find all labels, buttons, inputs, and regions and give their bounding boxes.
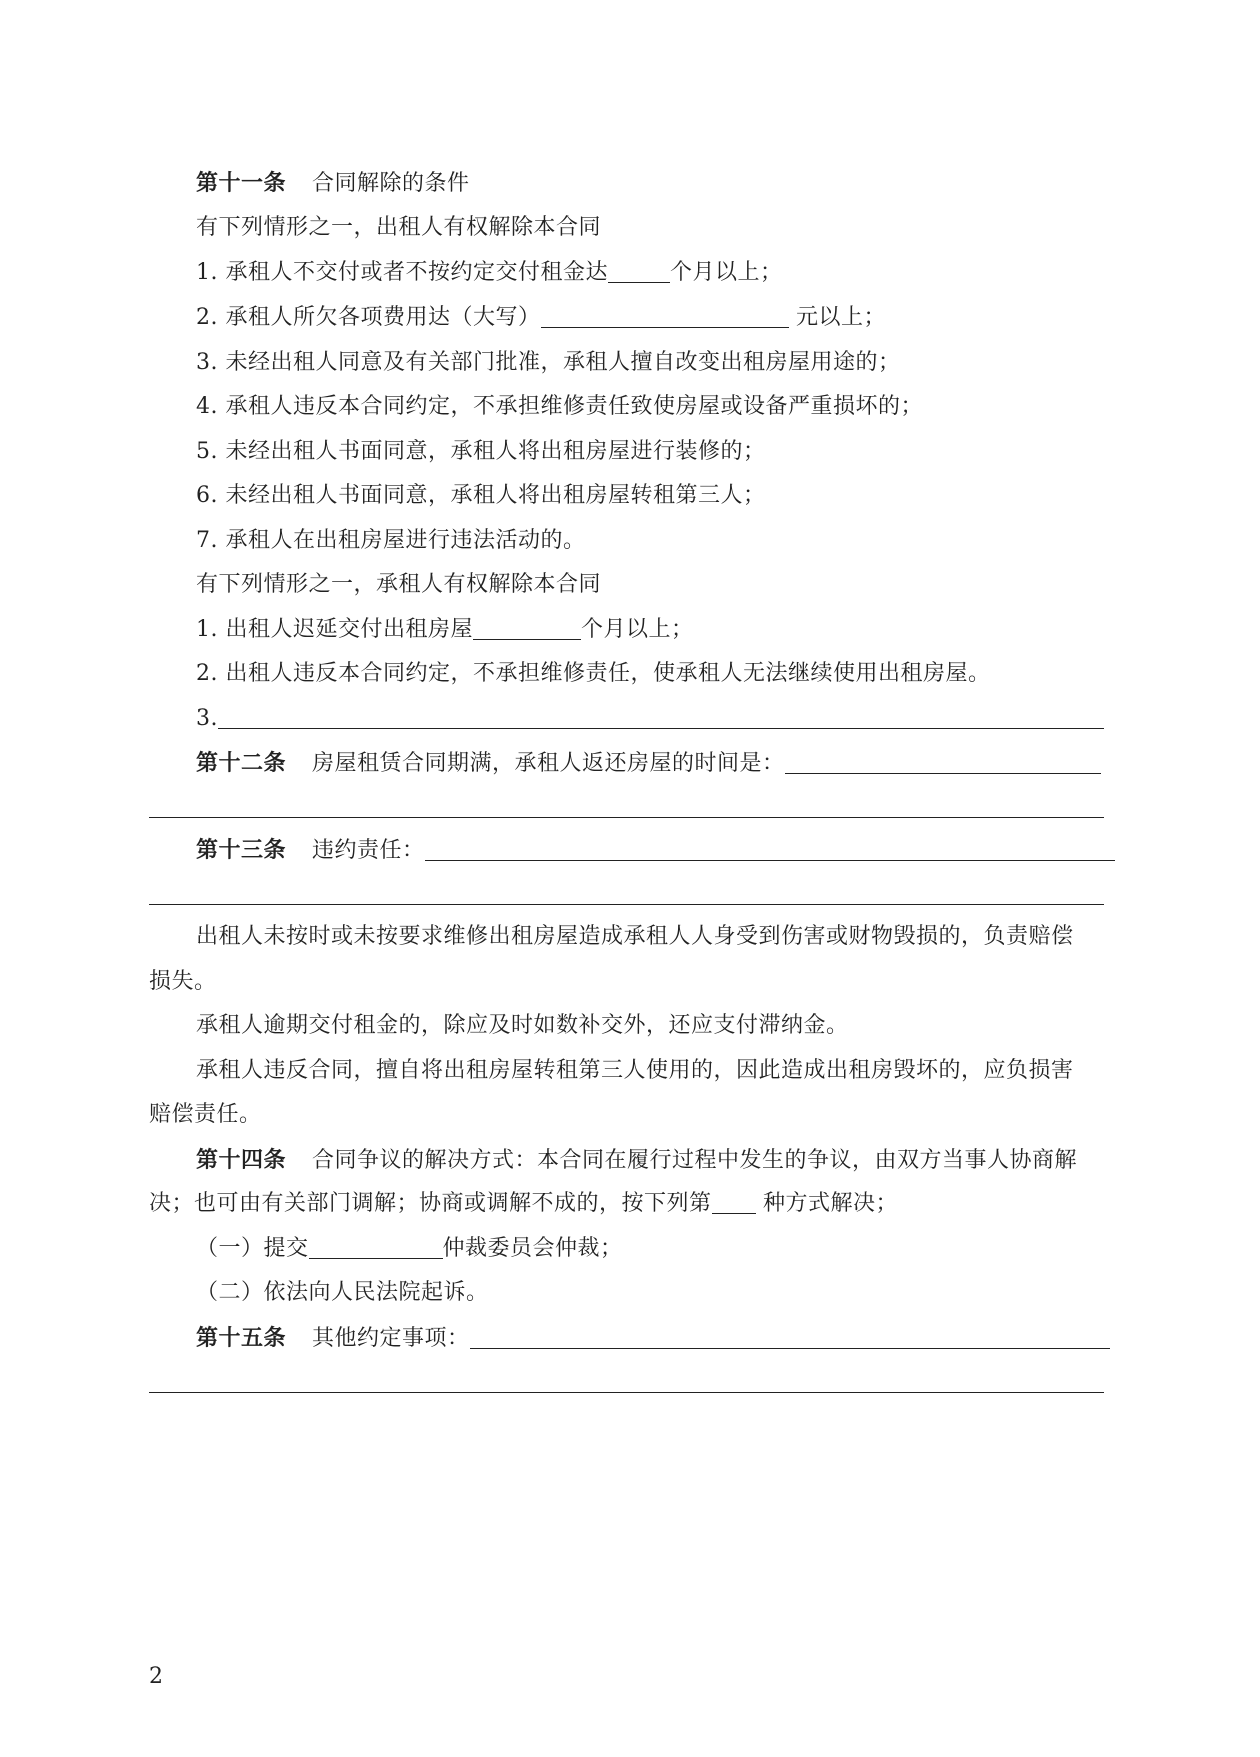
article-11-heading xyxy=(196,168,470,199)
dispute-option-1: （一）提交 仲裁委员会仲裁； xyxy=(196,1236,623,1261)
page-number: 2 xyxy=(149,1664,163,1689)
tenant-item-2: 2. 出租人违反本合同约定，不承担维修责任，使承租人无法继续使用出租房屋。 xyxy=(196,661,991,686)
landlord-item-6: 6. 未经出租人书面同意，承租人将出租房屋转租第三人； xyxy=(196,483,766,508)
fill-in-line-breach-liability[interactable] xyxy=(149,904,1104,905)
fill-in-blank-return-time[interactable] xyxy=(785,749,1101,774)
tenant-item-3: 3. xyxy=(196,704,1104,734)
article-label: 第十二条 xyxy=(196,750,287,776)
liability-paragraph-2: 承租人逾期交付租金的，除应及时如数补交外，还应支付滞纳金。 xyxy=(196,1013,849,1038)
liability-paragraph-1-continued: 损失。 xyxy=(149,969,217,994)
fill-in-blank-arbitration-committee[interactable] xyxy=(309,1234,443,1259)
tenant-item-1: 1. 出租人迟延交付出租房屋 个月以上； xyxy=(196,617,694,642)
fill-in-blank-dispute-method[interactable] xyxy=(712,1189,756,1214)
landlord-item-5: 5. 未经出租人书面同意，承租人将出租房屋进行装修的； xyxy=(196,439,766,464)
liability-paragraph-3: 承租人违反合同，擅自将出租房屋转租第三人使用的，因此造成出租房毁坏的，应负损害 xyxy=(196,1058,1074,1083)
article-14-continued: 决；也可由有关部门调解；协商或调解不成的，按下列第 种方式解决； xyxy=(149,1191,899,1216)
landlord-item-4: 4. 承租人违反本合同约定，不承担维修责任致使房屋或设备严重损坏的； xyxy=(196,394,923,419)
landlord-item-7: 7. 承租人在出租房屋进行违法活动的。 xyxy=(196,528,586,553)
landlord-termination-intro: 有下列情形之一，出租人有权解除本合同 xyxy=(196,215,602,240)
fill-in-blank-delay-months[interactable] xyxy=(473,615,581,640)
fill-in-line-other-matters[interactable] xyxy=(149,1392,1104,1393)
article-label: 第十五条 xyxy=(196,1325,287,1351)
landlord-item-3: 3. 未经出租人同意及有关部门批准，承租人擅自改变出租房屋用途的； xyxy=(196,350,901,375)
article-label: 第十一条 xyxy=(196,170,287,196)
liability-paragraph-1: 出租人未按时或未按要求维修出租房屋造成承租人人身受到伤害或财物毁损的，负责赔偿 xyxy=(196,924,1074,949)
article-15: 第十五条 其他约定事项： xyxy=(196,1323,1110,1354)
article-title: 合同解除的条件 xyxy=(312,171,470,196)
fill-in-blank-breach-liability[interactable] xyxy=(425,836,1115,861)
fill-in-line-return-time[interactable] xyxy=(149,817,1104,818)
landlord-item-2: 2. 承租人所欠各项费用达（大写） 元以上； xyxy=(196,305,886,330)
article-label: 第十四条 xyxy=(196,1147,287,1173)
article-14: 第十四条 合同争议的解决方式：本合同在履行过程中发生的争议，由双方当事人协商解 xyxy=(196,1147,1078,1173)
article-13: 第十三条 违约责任： xyxy=(196,835,1115,866)
fill-in-blank-amount[interactable] xyxy=(541,303,789,328)
liability-paragraph-3-continued: 赔偿责任。 xyxy=(149,1102,262,1127)
dispute-option-2: （二）依法向人民法院起诉。 xyxy=(196,1280,489,1305)
fill-in-blank-months[interactable] xyxy=(608,258,670,283)
tenant-termination-intro: 有下列情形之一，承租人有权解除本合同 xyxy=(196,572,602,597)
article-12: 第十二条 房屋租赁合同期满，承租人返还房屋的时间是： xyxy=(196,748,1101,779)
fill-in-blank-other-matters[interactable] xyxy=(470,1324,1110,1349)
fill-in-blank-tenant-item-3[interactable] xyxy=(218,704,1104,729)
article-label: 第十三条 xyxy=(196,837,287,863)
landlord-item-1: 1. 承租人不交付或者不按约定交付租金达 个月以上； xyxy=(196,260,783,285)
